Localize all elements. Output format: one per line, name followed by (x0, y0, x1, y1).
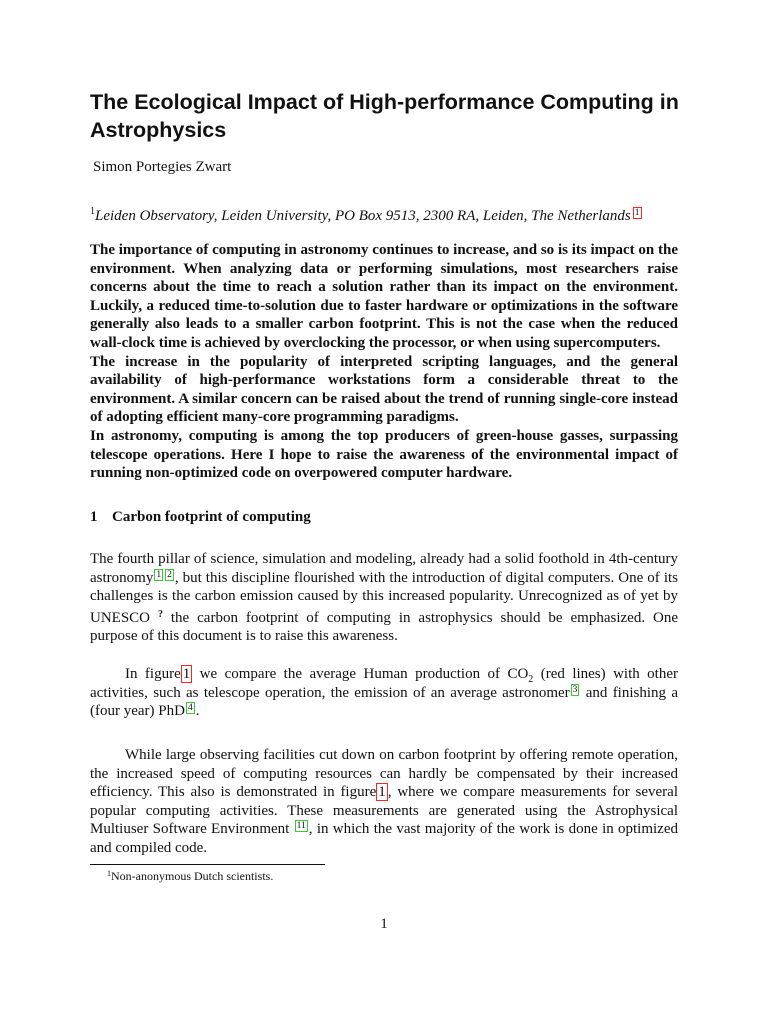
text-run: . (195, 703, 200, 720)
paper-title: The Ecological Impact of High-performance Computing in Astrophysics (90, 90, 679, 142)
citation-link[interactable]: 4 (187, 703, 193, 714)
citation-link[interactable]: 11 (296, 821, 306, 832)
text-run: we compare the average Human production of CO (192, 666, 529, 682)
text-run: While large observing facilities cut down on carbon footprint by offering remote operation, the increased speed of computing resources can hardly be compensated by their increased efficiency. This also is demonstrated in figure (90, 747, 678, 801)
footnote-mark: 1 (107, 869, 111, 878)
text-run: (red lines) with other activities, such as telescope operation, the emission of an average astronomer (90, 666, 678, 701)
section-title: Carbon footprint of computing (112, 509, 311, 525)
affiliation-mark: 1 (90, 206, 95, 217)
body-paragraph-1 (90, 550, 678, 646)
text-run: , but this discipline flourished with the introduction of digital computers. One of its challenges is the carbon emission caused by this increased popularity. Unrecognized as of yet by UNESCO (90, 569, 678, 626)
footnote-divider (90, 864, 325, 865)
citation-link[interactable]: 1 (156, 569, 162, 580)
text-run: , in which the vast majority of the work is done in optimized and compiled code. (90, 821, 678, 856)
abstract-paragraph: The increase in the popularity of interpreted scripting languages, and the general availability of high-performance workstations form a considerable threat to the environment. A similar concern can be raised about the trend of running single-core instead of adopting efficient many-core programming paradigms. (90, 353, 678, 426)
text-run: The fourth pillar of science, simulation and modeling, already had a solid foothold in 4th-century astronomy (90, 551, 678, 586)
abstract (90, 241, 678, 483)
author-name: Simon Portegies Zwart (93, 159, 232, 175)
page-number: 1 (380, 916, 388, 932)
abstract-paragraph: The importance of computing in astronomy continues to increase, and so is its impact on the environment. When analyzing data or performing simulations, most researchers raise concerns about the time to reach a solution rather than its impact on the environment. Luckily, a reduced time-to-solution due to faster hardware or optimizations in the software generally also leads to a smaller carbon footprint. This is not the case when the reduced wall-clock time is achieved by overclocking the processor, or when using supercomputers. (90, 242, 678, 351)
footnote-text: Non-anonymous Dutch scientists. (111, 869, 274, 883)
subscript: 2 (528, 674, 534, 685)
abstract-paragraph: In astronomy, computing is among the top producers of green-house gasses, surpassing telescope operations. Here I hope to raise the awareness of the environmental impact of running non-optimized code on overpowered computer hardware. (90, 427, 678, 482)
text-run: In figure (125, 666, 181, 682)
figure-link[interactable]: 1 (378, 784, 386, 801)
section-heading (90, 507, 311, 527)
citation-link[interactable]: 2 (167, 569, 172, 580)
affiliation-text: Leiden Observatory, Leiden University, PO Box 9513, 2300 RA, Leiden, The Netherlands (95, 208, 631, 224)
body-paragraph-2 (90, 665, 678, 721)
citation-link[interactable]: 3 (572, 684, 578, 695)
text-run: the carbon footprint of computing in astrophysics should be emphasized. One purpose of this document is to raise this awareness. (90, 609, 678, 645)
footnote-link[interactable]: 1 (634, 208, 640, 218)
text-run: , where we compare measurements for several popular computing activities. These measurements are generated using the Astrophysical Multiuser Software Environment (90, 784, 678, 838)
section-number: 1 (90, 509, 98, 525)
figure-link[interactable]: 1 (182, 666, 191, 682)
affiliation (90, 201, 642, 227)
unresolved-citation: ? (157, 608, 163, 620)
footnote (107, 866, 273, 884)
text-run: and finishing a (four year) PhD (90, 684, 678, 720)
body-paragraph-3 (90, 746, 678, 858)
